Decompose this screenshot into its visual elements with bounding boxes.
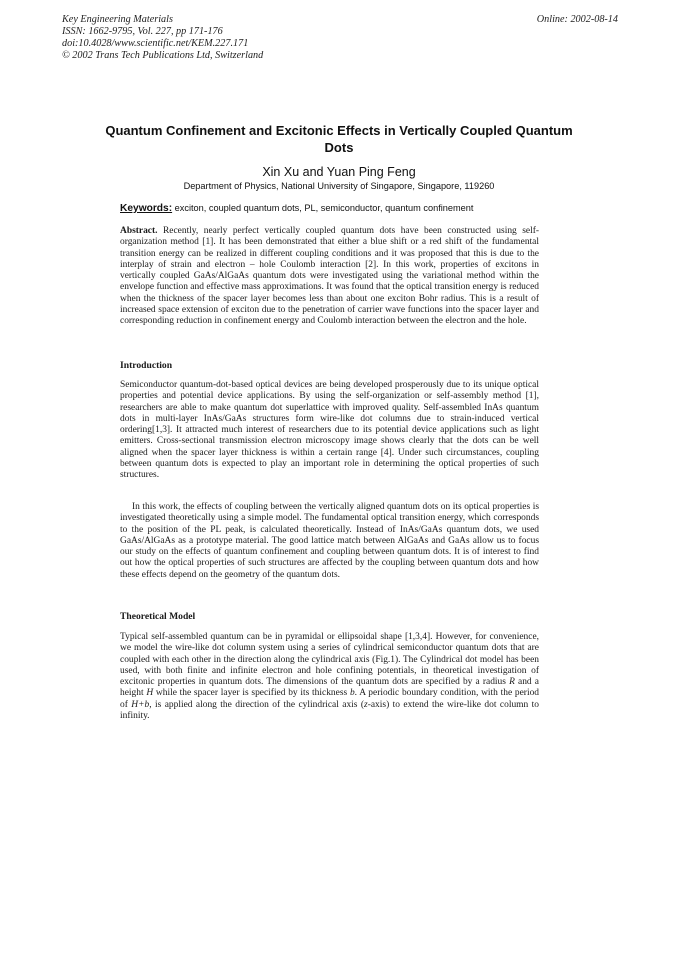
paper-title: Quantum Confinement and Excitonic Effects in Vertically Coupled Quantum Dots (105, 123, 573, 155)
authors: Xin Xu and Yuan Ping Feng (262, 165, 416, 179)
abstract (120, 226, 539, 327)
theory-text-3: while the spacer layer is specified by its thickness (153, 688, 350, 699)
symbol-thickness: b (349, 688, 355, 699)
symbol-z: z (364, 699, 368, 710)
doi-line: doi:10.4028/www.scientific.net/KEM.227.171 (62, 38, 249, 49)
copyright-line: © 2002 Trans Tech Publications Ltd, Switzerland (62, 50, 264, 61)
symbol-period: H+b (131, 699, 150, 710)
symbol-radius: R (509, 677, 515, 687)
keywords (120, 203, 560, 214)
keywords-label: Keywords: (120, 203, 173, 214)
introduction-paragraph-2: In this work, the effects of coupling between the vertically aligned quantum dots on its optical properties is investigated theoretically using a simple model. The fundamental optical transition energy, which corresponds to the position of the PL peak, is calculated theoretically. Instead of InAs/GaAs quantum dots, we used GaAs/AlGaAs as a prototype material. The good lattice match between AlGaAs and GaAs allow us to focus our study on the effects of quantum confinement and coupling between quantum dots. It is of interest to find out how the optical properties of such structures are affected by the coupling between quantum dots and how these effects depend on the geometry of the quantum dots. (120, 502, 539, 580)
theory-text-5: , is applied along the direction of the cylindrical axis ( (149, 699, 365, 710)
section-heading-introduction: Introduction (120, 360, 173, 371)
affiliation: Department of Physics, National University of Singapore, Singapore, 119260 (183, 181, 495, 191)
keywords-text: exciton, coupled quantum dots, PL, semiconductor, quantum confinement (174, 203, 474, 213)
issn-line: ISSN: 1662-9795, Vol. 227, pp 171-176 (62, 26, 223, 37)
abstract-text: Recently, nearly perfect vertically coupled quantum dots have been constructed using self-organization method [1]. It has been demonstrated that either a blue shift or a red shift of the fundamental transition energy can be realized in different coupling conditions and it was proposed that this is due to the interplay of strain and electron – hole Coulomb interaction [2]. In this work, properties of excitons in vertically coupled GaAs/AlGaAs quantum dots were investigated using the variational method within the envelope function and effective mass approximations. It was found that the optical transition energy is reduced when the thickness of the spacer layer becomes less than about one exciton Bohr radius. This is a result of increased space extension of exciton due to the penetration of carrier wave functions into the spacer layer and corresponding reduction in confinement energy and Coulomb interaction between the electron and the hole. (120, 226, 540, 326)
journal-header (62, 14, 263, 62)
online-date: Online: 2002-08-14 (536, 14, 618, 25)
introduction-paragraph-1: Semiconductor quantum-dot-based optical devices are being developed prosperously due to its unique optical properties and potential device applications. By using the self-organization or self-assembly method [1], researchers are able to make quantum dot superlattice with improved quality. Self-assembled InAs quantum dots in multi-layer InAs/GaAs structures form wire-like dot columns due to strain-induced vertical ordering[1,3]. It attracted much interest of researchers due to its potential device applications such as light emitters. Cross-sectional transmission electron microscopy image shows clearly that the dots can be well aligned when the spacer layer thickness is within a certain range [4]. Under such circumstances, coupling between quantum dots is expected to play an important role in determining the optical properties of such structures. (120, 380, 539, 480)
theory-text-4: . A periodic boundary condition, with the period of (120, 688, 540, 710)
symbol-height: H (146, 688, 154, 699)
theoretical-model-paragraph (120, 632, 539, 722)
journal-name: Key Engineering Materials (62, 14, 173, 25)
theory-text-1: Typical self-assembled quantum can be in pyramidal or ellipsoidal shape [1,3,4]. However, for convenience, we model the wire-like dot column system using a series of cylindrical semiconductor quantum dots that are coupled with each other in the direction along the cylindrical axis (Fig.1). The Cylindrical dot model has been used, with both finite and infinite electron and hole confining potentials, in theoretical investigation of excitonic properties in quantum dots. The dimensions of the quantum dots are specified by a radius (120, 632, 539, 687)
section-heading-theoretical-model: Theoretical Model (120, 611, 196, 622)
theory-text-6: -axis) to extend the wire-like dot column to infinity. (120, 699, 539, 721)
abstract-label: Abstract. (120, 226, 158, 236)
theory-text-2: and a height (120, 677, 539, 699)
